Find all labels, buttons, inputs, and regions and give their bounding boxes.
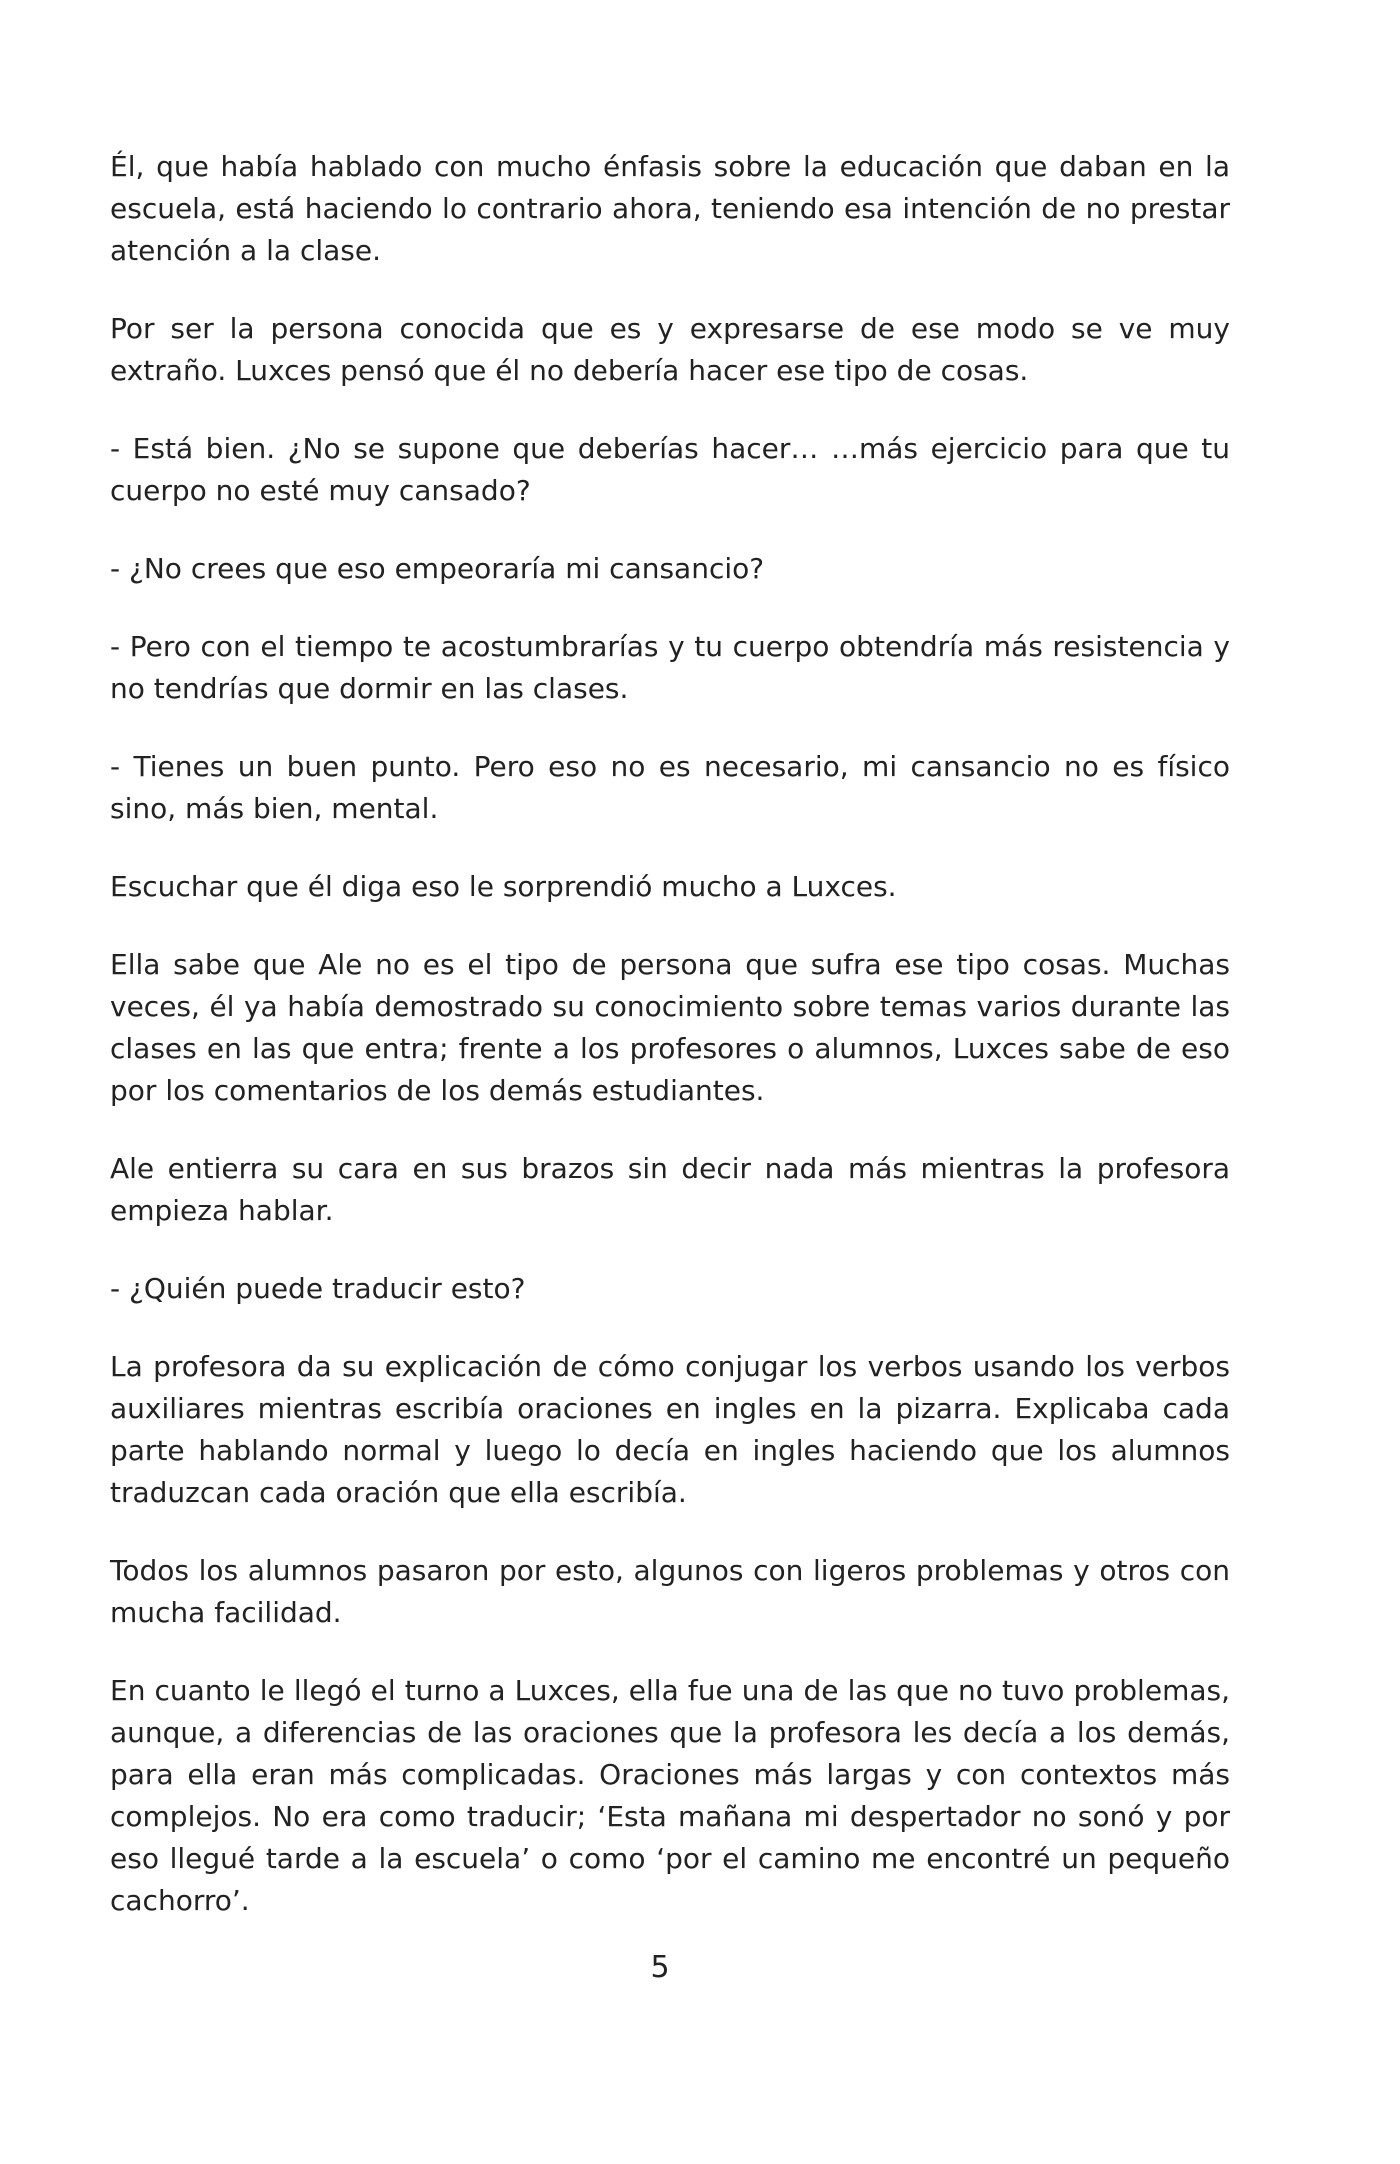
paragraph: - Tienes un buen punto. Pero eso no es necesario, mi cansancio no es físico sino, más bien, mental. xyxy=(110,750,1230,825)
paragraph: La profesora da su explicación de cómo conjugar los verbos usando los verbos auxiliares mientras escribía oraciones en ingles en la pizarra. Explicaba cada parte hablando normal y luego lo decía en ingles haciendo que los alumnos traduzcan cada oración que ella escribía. xyxy=(110,1350,1230,1509)
paragraph: - Está bien. ¿No se supone que deberías hacer… …más ejercicio para que tu cuerpo no esté muy cansado? xyxy=(110,432,1230,507)
paragraph: Él, que había hablado con mucho énfasis sobre la educación que daban en la escuela, está haciendo lo contrario ahora, teniendo esa intención de no prestar atención a la clase. xyxy=(110,150,1230,267)
paragraph: - Pero con el tiempo te acostumbrarías y tu cuerpo obtendría más resistencia y no tendrías que dormir en las clases. xyxy=(110,630,1230,705)
paragraph: Ella sabe que Ale no es el tipo de persona que sufra ese tipo cosas. Muchas veces, él ya había demostrado su conocimiento sobre temas varios durante las clases en las que entra; frente a los profesores o alumnos, Luxces sabe de eso por los comentarios de los demás estudiantes. xyxy=(110,948,1230,1107)
paragraph: Por ser la persona conocida que es y expresarse de ese modo se ve muy extraño. Luxces pensó que él no debería hacer ese tipo de cosas. xyxy=(110,312,1230,387)
paragraph: En cuanto le llegó el turno a Luxces, ella fue una de las que no tuvo problemas, aunque, a diferencias de las oraciones que la profesora les decía a los demás, para ella eran más complicadas. Oraciones más largas y con contextos más complejos. No era como traducir; ‘Esta mañana mi despertador no sonó y por eso llegué tarde a la escuela’ o como ‘por el camino me encontré un pequeño cachorro’. xyxy=(110,1674,1230,1917)
body-text xyxy=(110,146,1230,1958)
paragraph: Escuchar que él diga eso le sorprendió mucho a Luxces. xyxy=(110,870,897,903)
paragraph: - ¿Quién puede traducir esto? xyxy=(110,1272,526,1305)
page-number: 5 xyxy=(650,1950,670,1985)
paragraph: Todos los alumnos pasaron por esto, algunos con ligeros problemas y otros con mucha facilidad. xyxy=(110,1554,1230,1629)
paragraph: - ¿No crees que eso empeoraría mi cansancio? xyxy=(110,552,765,585)
paragraph: Ale entierra su cara en sus brazos sin decir nada más mientras la profesora empieza hablar. xyxy=(110,1152,1230,1227)
